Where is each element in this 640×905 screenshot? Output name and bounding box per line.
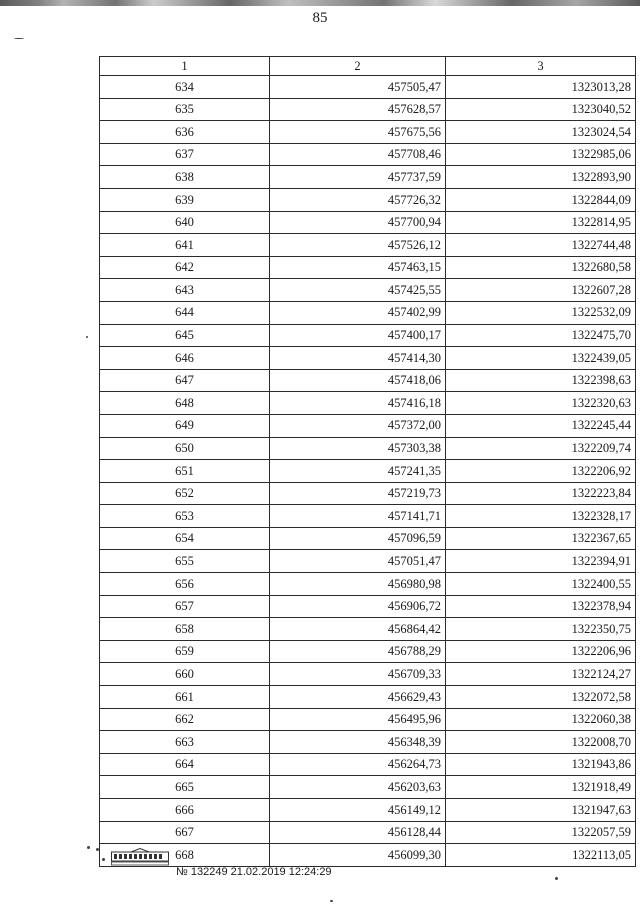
table-row xyxy=(100,121,636,144)
point-number: 643 xyxy=(100,279,270,302)
coordinate-x: 456099,30 xyxy=(270,844,446,867)
coordinate-y: 1323040,52 xyxy=(446,98,636,121)
coordinate-x: 457051,47 xyxy=(270,550,446,573)
coordinate-y: 1322844,09 xyxy=(446,188,636,211)
coordinate-x: 456495,96 xyxy=(270,708,446,731)
coordinate-x: 457414,30 xyxy=(270,347,446,370)
scan-speck xyxy=(87,846,90,849)
coordinate-y: 1322893,90 xyxy=(446,166,636,189)
coordinate-y: 1322350,75 xyxy=(446,618,636,641)
point-number: 666 xyxy=(100,799,270,822)
coordinate-y: 1322532,09 xyxy=(446,301,636,324)
coordinate-x: 457700,94 xyxy=(270,211,446,234)
table-row xyxy=(100,234,636,257)
table-row xyxy=(100,618,636,641)
coordinate-y: 1322367,65 xyxy=(446,527,636,550)
point-number: 640 xyxy=(100,211,270,234)
point-number: 655 xyxy=(100,550,270,573)
point-number: 652 xyxy=(100,482,270,505)
table-row xyxy=(100,301,636,324)
coordinate-x: 457505,47 xyxy=(270,76,446,99)
point-number: 648 xyxy=(100,392,270,415)
point-number: 639 xyxy=(100,188,270,211)
point-number: 649 xyxy=(100,414,270,437)
column-header: 3 xyxy=(446,57,636,76)
coordinate-x: 457708,46 xyxy=(270,143,446,166)
coordinate-x: 457096,59 xyxy=(270,527,446,550)
table-row xyxy=(100,731,636,754)
coordinate-x: 457372,00 xyxy=(270,414,446,437)
coordinate-x: 457219,73 xyxy=(270,482,446,505)
coordinate-y: 1322378,94 xyxy=(446,595,636,618)
table-row xyxy=(100,663,636,686)
coordinate-x: 456264,73 xyxy=(270,753,446,776)
coordinate-x: 456149,12 xyxy=(270,799,446,822)
coordinate-x: 457675,56 xyxy=(270,121,446,144)
table-row xyxy=(100,414,636,437)
document-registration xyxy=(176,866,332,878)
table-row xyxy=(100,527,636,550)
point-number: 641 xyxy=(100,234,270,257)
coordinate-x: 457303,38 xyxy=(270,437,446,460)
coordinate-y: 1322439,05 xyxy=(446,347,636,370)
table-row xyxy=(100,821,636,844)
point-number: 664 xyxy=(100,753,270,776)
coordinate-x: 456709,33 xyxy=(270,663,446,686)
point-number: 659 xyxy=(100,640,270,663)
coordinate-y: 1322206,92 xyxy=(446,460,636,483)
column-header: 2 xyxy=(270,57,446,76)
table-row xyxy=(100,256,636,279)
table-row xyxy=(100,844,636,867)
coordinate-x: 457526,12 xyxy=(270,234,446,257)
point-number: 662 xyxy=(100,708,270,731)
table-row xyxy=(100,640,636,663)
coordinate-y: 1322394,91 xyxy=(446,550,636,573)
coordinate-x: 456980,98 xyxy=(270,573,446,596)
point-number: 667 xyxy=(100,821,270,844)
coordinate-y: 1322607,28 xyxy=(446,279,636,302)
coordinate-y: 1321918,49 xyxy=(446,776,636,799)
point-number: 634 xyxy=(100,76,270,99)
coordinate-y: 1323013,28 xyxy=(446,76,636,99)
coordinate-y: 1322400,55 xyxy=(446,573,636,596)
column-header: 1 xyxy=(100,57,270,76)
table-row xyxy=(100,143,636,166)
registration-datetime: 21.02.2019 12:24:29 xyxy=(230,866,332,878)
point-number: 661 xyxy=(100,686,270,709)
point-number: 654 xyxy=(100,527,270,550)
coordinate-y: 1322223,84 xyxy=(446,482,636,505)
table-header-row xyxy=(100,57,636,76)
point-number: 668 xyxy=(100,844,270,867)
table-row xyxy=(100,188,636,211)
table-row xyxy=(100,550,636,573)
coordinate-x: 456864,42 xyxy=(270,618,446,641)
point-number: 638 xyxy=(100,166,270,189)
table-row xyxy=(100,686,636,709)
table-row xyxy=(100,347,636,370)
scan-speck xyxy=(555,877,558,880)
coordinate-y: 1322057,59 xyxy=(446,821,636,844)
coordinate-x: 457463,15 xyxy=(270,256,446,279)
coordinate-y: 1323024,54 xyxy=(446,121,636,144)
coordinate-x: 457737,59 xyxy=(270,166,446,189)
coordinate-y: 1322113,05 xyxy=(446,844,636,867)
table-row xyxy=(100,573,636,596)
table-row xyxy=(100,211,636,234)
table-row xyxy=(100,98,636,121)
table-row xyxy=(100,166,636,189)
coordinate-x: 457141,71 xyxy=(270,505,446,528)
table-row xyxy=(100,505,636,528)
coordinate-x: 456788,29 xyxy=(270,640,446,663)
scan-edge xyxy=(0,0,640,6)
coordinate-x: 457416,18 xyxy=(270,392,446,415)
page-number: 85 xyxy=(312,10,328,26)
table-row xyxy=(100,776,636,799)
registry-stamp-icon xyxy=(111,848,169,866)
point-number: 656 xyxy=(100,573,270,596)
coordinate-x: 456906,72 xyxy=(270,595,446,618)
table-row xyxy=(100,76,636,99)
coordinate-y: 1322060,38 xyxy=(446,708,636,731)
table-row xyxy=(100,482,636,505)
table-row xyxy=(100,279,636,302)
point-number: 650 xyxy=(100,437,270,460)
coordinate-y: 1322209,74 xyxy=(446,437,636,460)
coordinate-y: 1322814,95 xyxy=(446,211,636,234)
coordinate-x: 457400,17 xyxy=(270,324,446,347)
coordinate-x: 456128,44 xyxy=(270,821,446,844)
table-row xyxy=(100,437,636,460)
point-number: 657 xyxy=(100,595,270,618)
point-number: 653 xyxy=(100,505,270,528)
coordinate-y: 1322320,63 xyxy=(446,392,636,415)
coordinate-x: 456629,43 xyxy=(270,686,446,709)
point-number: 665 xyxy=(100,776,270,799)
coordinate-y: 1321943,86 xyxy=(446,753,636,776)
coordinate-y: 1321947,63 xyxy=(446,799,636,822)
point-number: 663 xyxy=(100,731,270,754)
point-number: 647 xyxy=(100,369,270,392)
coordinate-x: 457241,35 xyxy=(270,460,446,483)
coordinate-x: 457726,32 xyxy=(270,188,446,211)
coordinate-y: 1322680,58 xyxy=(446,256,636,279)
table-row xyxy=(100,595,636,618)
coordinate-y: 1322985,06 xyxy=(446,143,636,166)
table-row xyxy=(100,708,636,731)
coordinate-y: 1322072,58 xyxy=(446,686,636,709)
point-number: 658 xyxy=(100,618,270,641)
coordinate-x: 456203,63 xyxy=(270,776,446,799)
scan-speck xyxy=(14,38,24,39)
coordinate-y: 1322475,70 xyxy=(446,324,636,347)
table-row xyxy=(100,324,636,347)
coordinates-table xyxy=(99,56,636,867)
coordinate-x: 457418,06 xyxy=(270,369,446,392)
scan-speck xyxy=(86,336,88,338)
coordinate-y: 1322008,70 xyxy=(446,731,636,754)
coordinate-y: 1322124,27 xyxy=(446,663,636,686)
coordinate-y: 1322398,63 xyxy=(446,369,636,392)
coordinate-x: 456348,39 xyxy=(270,731,446,754)
coordinate-x: 457402,99 xyxy=(270,301,446,324)
point-number: 635 xyxy=(100,98,270,121)
table-row xyxy=(100,753,636,776)
coordinate-x: 457425,55 xyxy=(270,279,446,302)
point-number: 644 xyxy=(100,301,270,324)
point-number: 646 xyxy=(100,347,270,370)
coordinate-x: 457628,57 xyxy=(270,98,446,121)
table-row xyxy=(100,392,636,415)
scan-speck xyxy=(330,900,333,902)
point-number: 637 xyxy=(100,143,270,166)
registration-number: № 132249 xyxy=(176,866,228,878)
point-number: 636 xyxy=(100,121,270,144)
point-number: 660 xyxy=(100,663,270,686)
table-row xyxy=(100,799,636,822)
coordinate-y: 1322206,96 xyxy=(446,640,636,663)
point-number: 645 xyxy=(100,324,270,347)
point-number: 651 xyxy=(100,460,270,483)
coordinate-y: 1322245,44 xyxy=(446,414,636,437)
coordinate-y: 1322328,17 xyxy=(446,505,636,528)
coordinate-y: 1322744,48 xyxy=(446,234,636,257)
point-number: 642 xyxy=(100,256,270,279)
table-row xyxy=(100,460,636,483)
table-row xyxy=(100,369,636,392)
